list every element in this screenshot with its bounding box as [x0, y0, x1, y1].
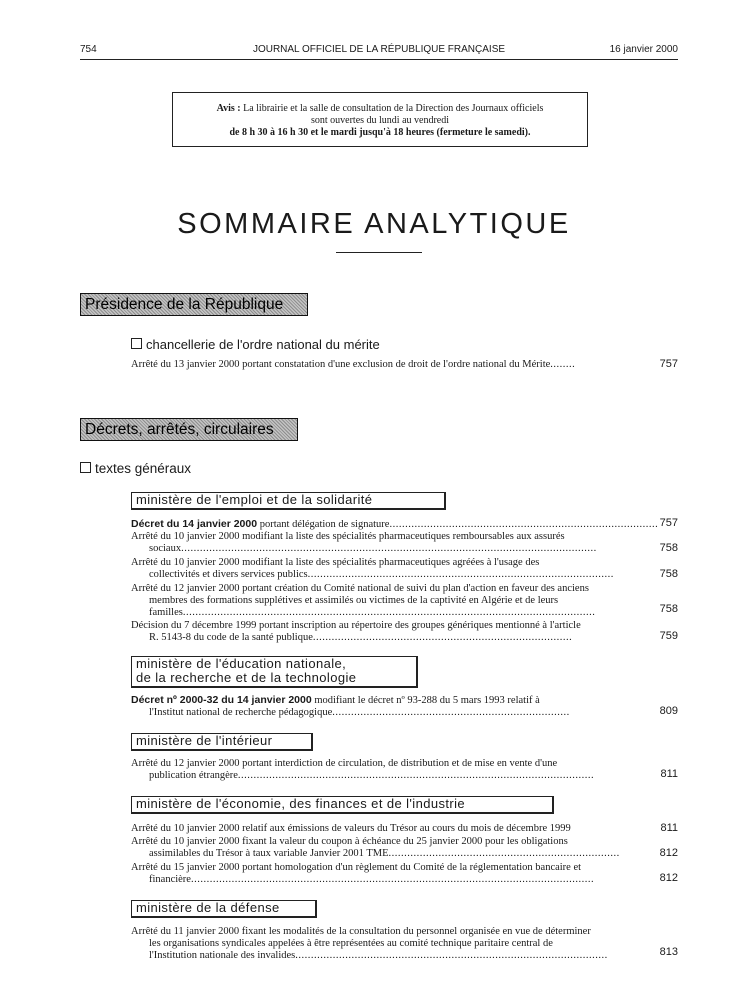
ministry-education	[131, 656, 418, 688]
entry-line: collectivités et divers services publics	[149, 569, 308, 581]
subsection-chancellerie	[131, 337, 380, 352]
notice-line-1: La librairie et la salle de consultation de la Direction des Journaux officiels	[243, 103, 544, 114]
section-banner-label: Décrets, arrêtés, circulaires	[85, 421, 274, 438]
subsection-label: textes généraux	[95, 461, 192, 476]
entry-1-page: 757	[659, 517, 678, 529]
entry-line: Arrêté du 10 janvier 2000 modifiant la liste des spécialités pharmaceutiques remboursables aux assurés	[131, 531, 565, 542]
ministry-interieur	[131, 733, 313, 751]
entry-6-page: 809	[659, 705, 678, 717]
entry-line: assimilables du Trésor à taux variable Janvier 2001 TME	[149, 848, 389, 860]
section-banner-presidence	[80, 293, 308, 316]
section-banner-decrets	[80, 418, 298, 441]
entry-line: sociaux	[149, 543, 182, 555]
checkbox-icon	[80, 462, 91, 473]
checkbox-icon	[131, 338, 142, 349]
page-title: SOMMAIRE ANALYTIQUE	[177, 208, 571, 240]
section-banner-label: Présidence de la République	[85, 296, 284, 313]
entry-bold: Décret nº 2000-32 du 14 janvier 2000	[131, 694, 312, 706]
entry-line: Arrêté du 15 janvier 2000 portant homologation d'un règlement du Comité de la réglementation bancaire et	[131, 862, 582, 873]
entry-line: Arrêté du 10 janvier 2000 fixant la valeur du coupon à échéance du 25 janvier 2000 pour les obligations	[131, 836, 568, 847]
entry-line: financière	[149, 874, 191, 886]
entry-line: familles	[149, 607, 183, 619]
journal-title: JOURNAL OFFICIEL DE LA RÉPUBLIQUE FRANÇAISE	[252, 44, 506, 55]
entry-line: Arrêté du 12 janvier 2000 portant interdiction de circulation, de distribution et de mise en vente d'une	[131, 758, 558, 769]
entry-line: R. 5143-8 du code de la santé publique	[149, 632, 313, 644]
entry-10: Arrêté du 15 janvier 2000 portant homologation d'un règlement du Comité de la réglementation bancaire et financière.................................................................................................................................	[131, 862, 629, 886]
subsection-textes-generaux	[80, 461, 191, 476]
entry-8-page: 811	[660, 822, 678, 834]
entry-3: Arrêté du 10 janvier 2000 modifiant la liste des spécialités pharmaceutiques agréées à l'usage des collectivités et divers services publics..................................................................................................	[131, 557, 629, 581]
ministry-label: ministère de l'intérieur	[136, 733, 273, 748]
entry-line: Arrêté du 12 janvier 2000 portant création du Comité national de suivi du plan d'action en faveur des anciens	[131, 583, 589, 594]
entry-11: Arrêté du 11 janvier 2000 fixant les modalités de la consultation du personnel organisée en vue de déterminer les organisations syndicales appelées à être représentées au comité technique paritaire central de l'Institution nationale des invalides....................................................................................................	[131, 926, 629, 963]
entry-5: Décision du 7 décembre 1999 portant inscription au répertoire des groupes génériques mentionné à l'article R. 5143-8 du code de la santé publique...................................................................................	[131, 620, 629, 644]
entry-line: publication étrangère	[149, 770, 238, 782]
entry-3-page: 758	[659, 568, 678, 580]
entry-text: Arrêté du 10 janvier 2000 relatif aux émissions de valeurs du Trésor au cours du mois de décembre 1999	[131, 823, 571, 834]
entry-line: Arrêté du 11 janvier 2000 fixant les modalités de la consultation du personnel organisée en vue de déterminer	[131, 926, 591, 937]
ministry-economie	[131, 796, 554, 814]
title-rule	[336, 252, 422, 253]
entry-4-page: 758	[659, 603, 678, 615]
entry-8	[131, 823, 629, 835]
entry-6: Décret nº 2000-32 du 14 janvier 2000 modifiant le décret nº 93-288 du 5 mars 1993 relatif à l'Institut national de recherche pédagogique............................................................................	[131, 694, 570, 719]
entry-9: Arrêté du 10 janvier 2000 fixant la valeur du coupon à échéance du 25 janvier 2000 pour les obligations assimilables du Trésor à taux variable Janvier 2001 TME..........................................................................	[131, 836, 629, 860]
ministry-label: de la recherche et de la technologie	[136, 670, 357, 685]
issue-date: 16 janvier 2000	[609, 44, 678, 55]
entry-1: Décret du 14 janvier 2000 portant délégation de signature......................................................................................	[131, 518, 659, 530]
entry-5-page: 759	[659, 630, 678, 642]
entry-line: l'Institut national de recherche pédagogique	[149, 707, 333, 719]
entry-line: Décision du 7 décembre 1999 portant inscription au répertoire des groupes génériques mentionné à l'article	[131, 620, 581, 631]
entry-10-page: 812	[659, 872, 678, 884]
entry-line: l'Institution nationale des invalides	[149, 950, 296, 962]
page-header	[80, 44, 678, 60]
ministry-label: ministère de l'économie, des finances et de l'industrie	[136, 796, 466, 811]
entry-4: Arrêté du 12 janvier 2000 portant création du Comité national de suivi du plan d'action en faveur des anciens membres des formations supplétives et assimilés ou victimes de la captivité en Algérie et de leurs familles....................................................................................................................................	[131, 583, 629, 620]
notice-lead: Avis :	[216, 103, 241, 114]
header-rule	[80, 59, 678, 60]
entry-0-page: 757	[659, 358, 678, 370]
notice-box	[172, 92, 588, 147]
entry-9-page: 812	[659, 847, 678, 859]
entry-0: Arrêté du 13 janvier 2000 portant constatation d'une exclusion de droit de l'ordre national du Mérite........	[131, 359, 576, 370]
notice-line-2: sont ouvertes du lundi au vendredi	[310, 115, 450, 126]
entry-7: Arrêté du 12 janvier 2000 portant interdiction de circulation, de distribution et de mise en vente d'une publication étrangère..................................................................................................................	[131, 758, 629, 782]
ministry-emploi	[131, 492, 446, 510]
subsection-label: chancellerie de l'ordre national du mérite	[146, 337, 380, 352]
ministry-defense	[131, 900, 317, 918]
entry-7-page: 811	[660, 768, 678, 780]
entry-line: Arrêté du 10 janvier 2000 modifiant la liste des spécialités pharmaceutiques agréées à l'usage des	[131, 557, 540, 568]
entry-text: Arrêté du 13 janvier 2000 portant constatation d'une exclusion de droit de l'ordre national du Mérite	[131, 359, 551, 370]
entry-2: Arrêté du 10 janvier 2000 modifiant la liste des spécialités pharmaceutiques remboursables aux assurés sociaux.....................................................................................................................................	[131, 531, 629, 555]
entry-11-page: 813	[659, 946, 678, 958]
entry-line: les organisations syndicales appelées à être représentées au comité technique paritaire central de	[149, 938, 553, 950]
entry-bold: Décret du 14 janvier 2000	[131, 518, 258, 530]
entry-line: membres des formations supplétives et assimilés ou victimes de la captivité en Algérie et de leurs	[149, 595, 559, 607]
entry-line: modifiant le décret nº 93-288 du 5 mars 1993 relatif à	[314, 695, 540, 706]
page-number: 754	[80, 44, 97, 55]
ministry-label: ministère de l'éducation nationale,	[136, 656, 347, 671]
ministry-label: ministère de la défense	[136, 900, 280, 915]
entry-2-page: 758	[659, 542, 678, 554]
entry-text: portant délégation de signature	[259, 519, 390, 530]
ministry-label: ministère de l'emploi et de la solidarité	[136, 492, 373, 507]
notice-line-3: de 8 h 30 à 16 h 30 et le mardi jusqu'à 18 heures (fermeture le samedi).	[229, 127, 531, 138]
